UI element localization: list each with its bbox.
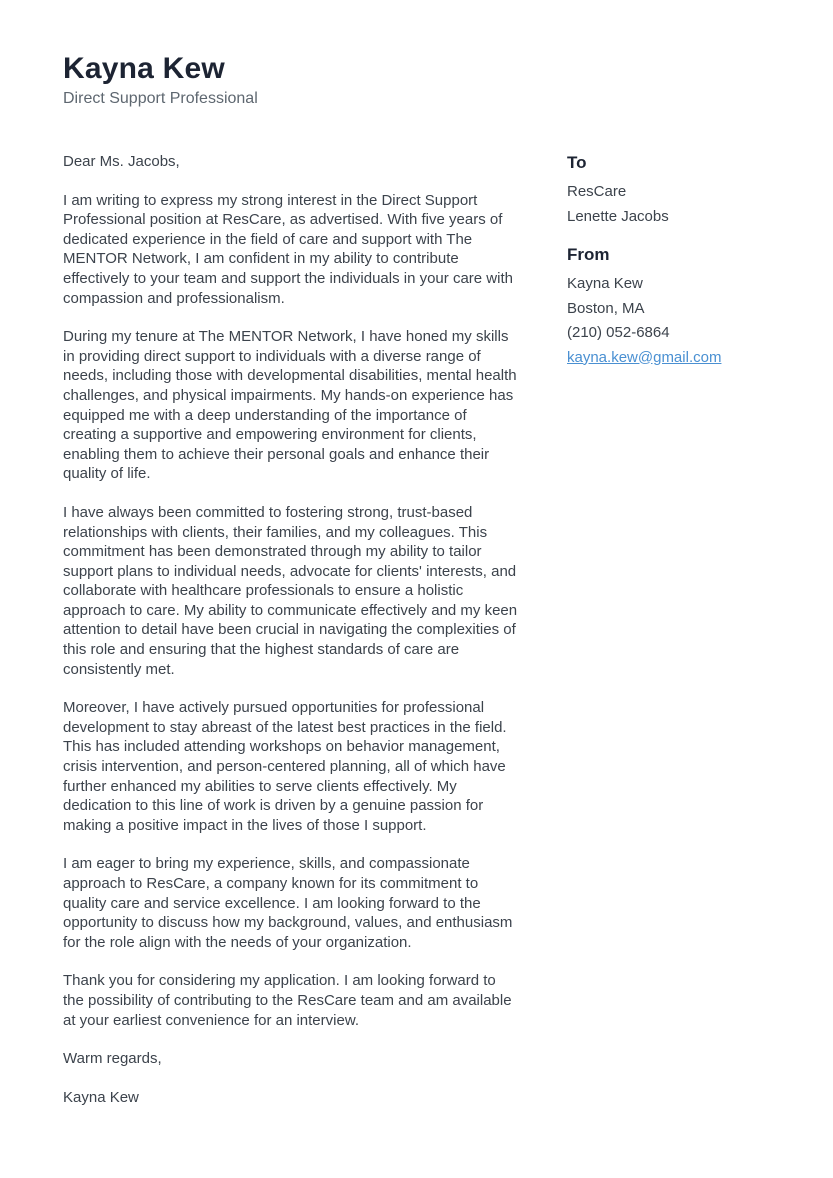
letter-paragraph: I have always been committed to fostering strong, trust-based relationships with clients, their families, and my colleagues. This commitment has been demonstrated through my ability to tailor support plans to individual needs, advocate for clients' interests, and collaborate with healthcare professionals to ensure a holistic approach to care. My ability to communicate effectively and my keen attention to detail have been crucial in navigating the complexities of this role and ensuring that the highest standards of care are consistently met. [63, 503, 518, 678]
from-heading: From [567, 245, 610, 264]
email-link[interactable]: kayna.kew@gmail.com [567, 348, 722, 366]
letter-paragraph: I am eager to bring my experience, skills, and compassionate approach to ResCare, a company known for its commitment to quality care and service excellence. I am looking forward to the opportunity to discuss how my background, values, and enthusiasm for the role align with the needs of your organization. [63, 855, 513, 951]
to-recipient: Lenette Jacobs [567, 207, 669, 225]
job-title: Direct Support Professional [63, 90, 258, 107]
letter-header [63, 52, 773, 108]
letter-paragraph: Moreover, I have actively pursued opportunities for professional development to stay abreast of the latest best practices in the field. This has included attending workshops on behavior management, crisis intervention, and person-centered planning, all of which have further enhanced my abilities to serve clients effectively. My dedication to this line of work is driven by a genuine passion for making a positive impact in the lives of those I support. [63, 699, 507, 834]
to-company: ResCare [567, 183, 627, 200]
letter-paragraph: During my tenure at The MENTOR Network, I have honed my skills in providing direct support to individuals with a diverse range of needs, including those with developmental disabilities, mental health challenges, and physical impairments. My hands-on experience has equipped me with a deep understanding of the importance of creating a supportive and empowering environment for clients, enabling them to achieve their personal goals and enhance their quality of life. [63, 328, 517, 483]
from-section [567, 245, 773, 367]
contact-sidebar [567, 152, 773, 372]
letter-paragraph: I am writing to express my strong interest in the Direct Support Professional position at ResCare, as advertised. With five years of dedicated experience in the field of care and support with The MENTOR Network, I am confident in my ability to contribute effectively to your team and support the individuals in your care with compassion and professionalism. [63, 191, 513, 307]
from-phone: (210) 052-6864 [567, 324, 670, 341]
from-name: Kayna Kew [567, 275, 643, 292]
to-section [567, 153, 773, 226]
candidate-name: Kayna Kew [63, 52, 225, 85]
letter-signature: Kayna Kew [63, 1088, 139, 1106]
from-location: Boston, MA [567, 299, 645, 317]
letter-body [63, 152, 518, 1107]
letter-closing: Warm regards, [63, 1050, 162, 1068]
letter-content [63, 152, 773, 1107]
to-heading: To [567, 153, 587, 172]
letter-salutation: Dear Ms. Jacobs, [63, 153, 180, 170]
letter-paragraph: Thank you for considering my application. I am looking forward to the possibility of contributing to the ResCare team and am available at your earliest convenience for an interview. [63, 972, 512, 1029]
